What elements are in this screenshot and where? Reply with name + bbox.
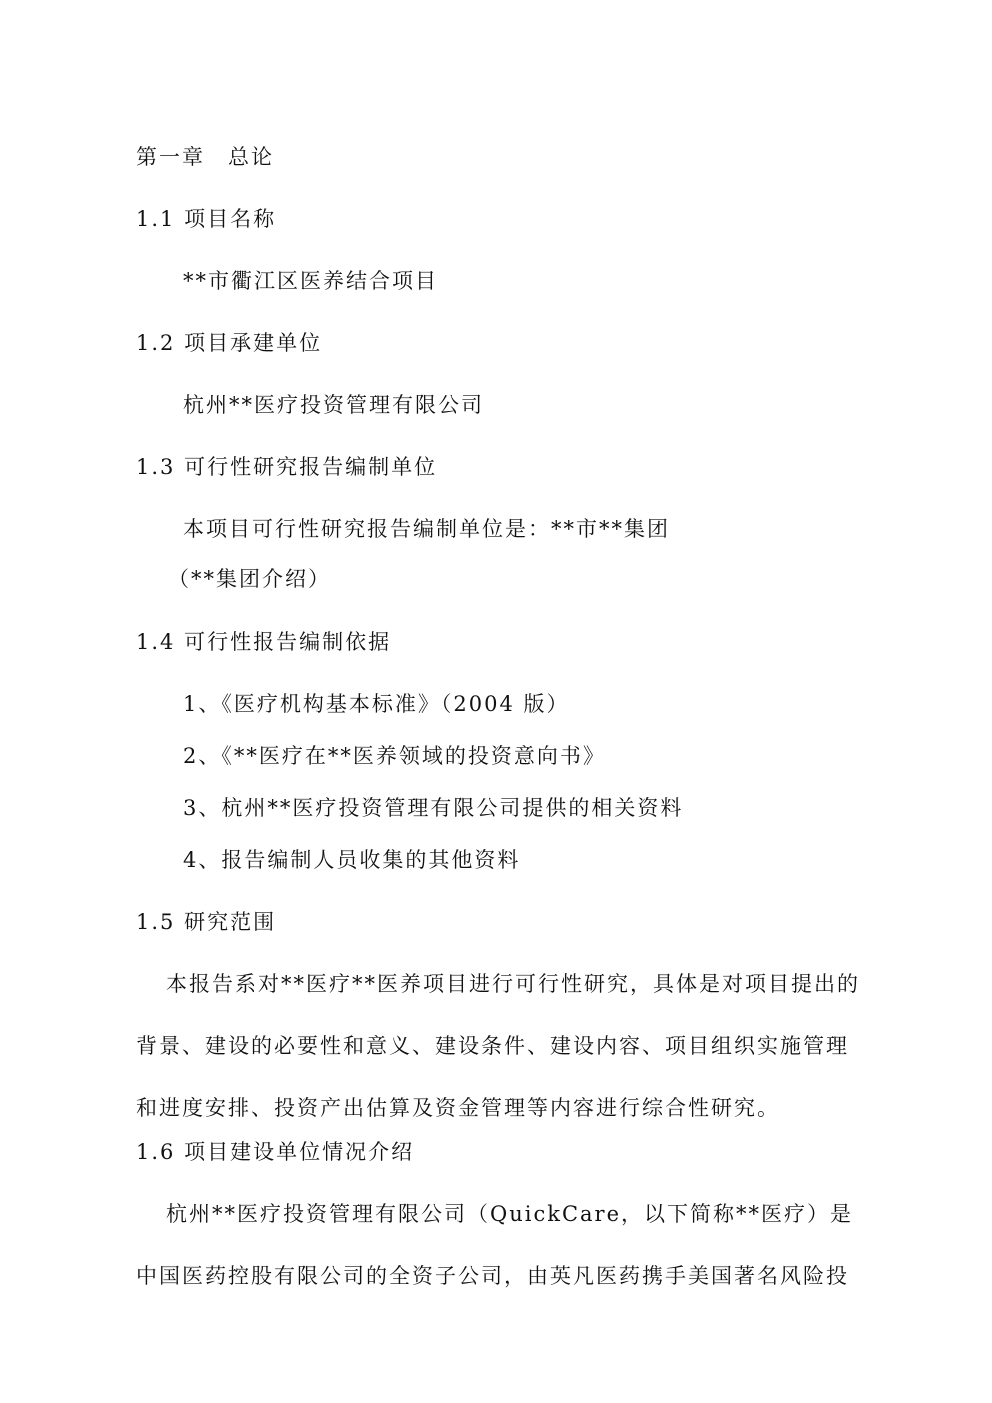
section-1-5-paragraph: 本报告系对**医疗**医养项目进行可行性研究，具体是对项目提出的背景、建设的必要性和意义、建设条件、建设内容、项目组织实施管理和进度安排、投资产出估算及资金管理等内容进行综合性研究。 [136, 972, 860, 1120]
section-1-4-heading: 1.4 可行性报告编制依据 [136, 630, 392, 654]
list-item: 3、杭州**医疗投资管理有限公司提供的相关资料 [183, 796, 684, 820]
list-item: 2、《**医疗在**医养领域的投资意向书》 [183, 744, 606, 768]
section-1-2-heading: 1.2 项目承建单位 [136, 331, 323, 355]
section-1-3-heading: 1.3 可行性研究报告编制单位 [136, 455, 438, 479]
section-1-1-text: **市衢江区医养结合项目 [183, 269, 438, 293]
section-1-1-heading: 1.1 项目名称 [136, 207, 277, 231]
chapter-title: 第一章 总论 [136, 145, 274, 169]
section-1-6-heading: 1.6 项目建设单位情况介绍 [136, 1140, 415, 1164]
list-item: 1、《医疗机构基本标准》（2004 版） [183, 692, 570, 716]
list-item: 4、报告编制人员收集的其他资料 [183, 848, 521, 872]
section-1-3-text2: （**集团介绍） [168, 567, 331, 591]
section-1-2-text: 杭州**医疗投资管理有限公司 [183, 393, 484, 417]
section-1-6-paragraph: 杭州**医疗投资管理有限公司（QuickCare，以下简称**医疗）是中国医药控股有限公司的全资子公司，由英凡医药携手美国著名风险投 [136, 1202, 853, 1288]
section-1-3-text: 本项目可行性研究报告编制单位是：**市**集团 [183, 517, 670, 541]
section-1-5-heading: 1.5 研究范围 [136, 910, 277, 934]
